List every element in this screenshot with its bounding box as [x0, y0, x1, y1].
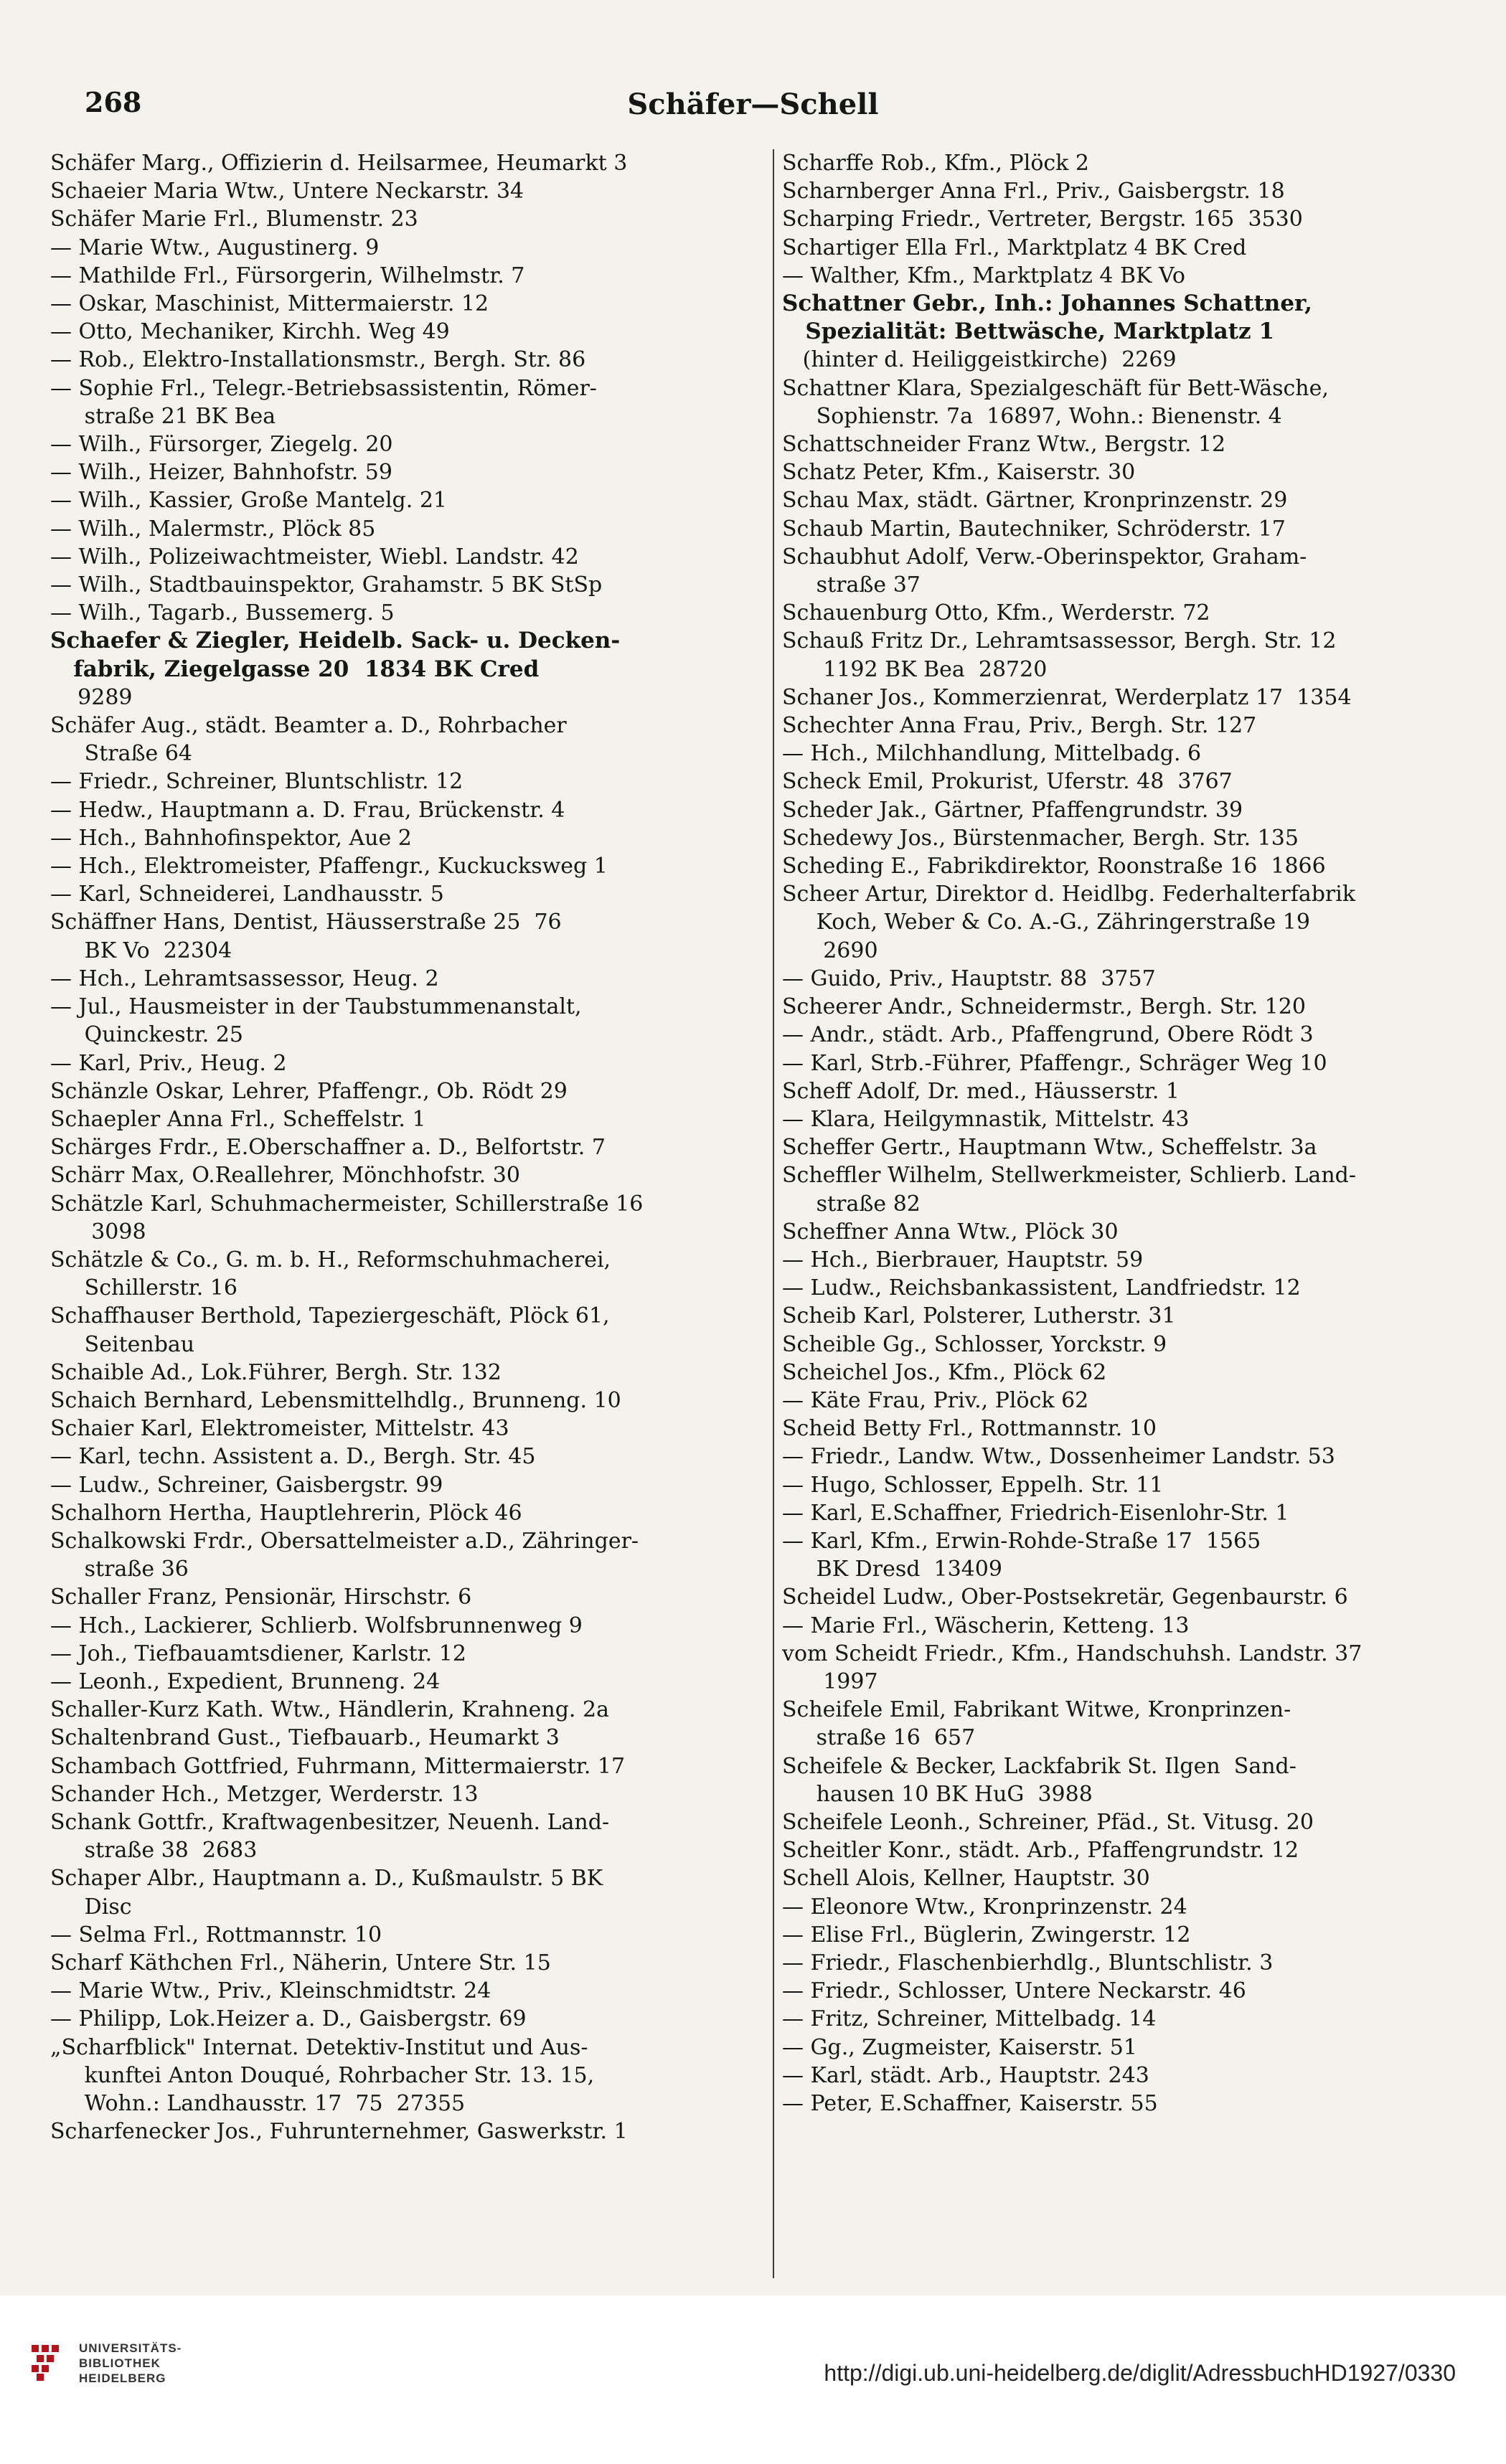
directory-entry: Wohn.: Landhausstr. 17 75 27355: [50, 2091, 466, 2117]
directory-entry: — Karl, Priv., Heug. 2: [50, 1050, 287, 1076]
directory-entry: Scheffer Gertr., Hauptmann Wtw., Scheffelstr. 3a: [782, 1135, 1317, 1161]
directory-entry: Scheifele Leonh., Schreiner, Pfäd., St. Vitusg. 20: [782, 1809, 1314, 1835]
directory-entry: — Hch., Elektromeister, Pfaffengr., Kuckucksweg 1: [50, 854, 608, 879]
running-head: Schäfer—Schell: [627, 88, 879, 121]
directory-entry: — Wilh., Polizeiwachtmeister, Wiebl. Landstr. 42: [50, 544, 579, 570]
page-header: [0, 80, 1506, 131]
directory-entry: — Wilh., Stadtbauinspektor, Grahamstr. 5 BK StSp: [50, 572, 603, 598]
directory-entry: — Wilh., Tagarb., Bussemerg. 5: [50, 600, 395, 626]
directory-entry: — Käte Frau, Priv., Plöck 62: [782, 1387, 1089, 1413]
directory-entry: straße 37: [782, 572, 921, 598]
directory-entry: 1997: [782, 1668, 878, 1694]
directory-entry: — Friedr., Schreiner, Bluntschlistr. 12: [50, 769, 463, 795]
directory-entry: — Ludw., Reichsbankassistent, Landfriedstr. 12: [782, 1275, 1301, 1301]
directory-entry: — Wilh., Heizer, Bahnhofstr. 59: [50, 460, 392, 486]
directory-entry: Schedewy Jos., Bürstenmacher, Bergh. Str. 135: [782, 825, 1299, 851]
directory-entry: Scheffner Anna Wtw., Plöck 30: [782, 1219, 1119, 1245]
directory-entry: 1192 BK Bea 28720: [782, 656, 1048, 682]
directory-entry: Scharping Friedr., Vertreter, Bergstr. 165 3530: [782, 207, 1303, 232]
directory-entry: Schaub Martin, Bautechniker, Schröderstr. 17: [782, 516, 1286, 542]
directory-entry: straße 21 BK Bea: [50, 403, 276, 429]
directory-entry: Schätzle & Co., G. m. b. H., Reformschuhmacherei,: [50, 1247, 611, 1273]
directory-entry: — Rob., Elektro-Installationsmstr., Bergh. Str. 86: [50, 347, 586, 373]
directory-entry: — Karl, techn. Assistent a. D., Bergh. Str. 45: [50, 1444, 536, 1470]
directory-entry: — Sophie Frl., Telegr.-Betriebsassistentin, Römer-: [50, 375, 597, 401]
directory-entry: — Marie Wtw., Augustinerg. 9: [50, 235, 380, 260]
directory-entry: — Friedr., Landw. Wtw., Dossenheimer Landstr. 53: [782, 1444, 1335, 1470]
directory-entry: — Elise Frl., Büglerin, Zwingerstr. 12: [782, 1922, 1191, 1948]
directory-entry: Schänzle Oskar, Lehrer, Pfaffengr., Ob. Rödt 29: [50, 1078, 568, 1104]
directory-entry: — Karl, Schneiderei, Landhausstr. 5: [50, 882, 444, 907]
directory-entry: Schechter Anna Frau, Priv., Bergh. Str. 127: [782, 713, 1257, 739]
directory-entry: Schau Max, städt. Gärtner, Kronprinzenstr. 29: [782, 488, 1288, 514]
directory-entry: Schäfer Aug., städt. Beamter a. D., Rohrbacher: [50, 713, 567, 739]
directory-entry: — Hedw., Hauptmann a. D. Frau, Brückenstr. 4: [50, 797, 565, 823]
directory-entry: — Marie Wtw., Priv., Kleinschmidtstr. 24: [50, 1978, 491, 2004]
directory-entry: Scheib Karl, Polsterer, Lutherstr. 31: [782, 1303, 1176, 1329]
directory-entry: 2690: [782, 938, 878, 963]
directory-entry: — Walther, Kfm., Marktplatz 4 BK Vo: [782, 263, 1185, 288]
directory-entry: Schander Hch., Metzger, Werderstr. 13: [50, 1781, 479, 1807]
directory-entry: Scharffe Rob., Kfm., Plöck 2: [782, 151, 1089, 176]
directory-entry: Schillerstr. 16: [50, 1275, 237, 1301]
directory-entry: Schärges Frdr., E.Oberschaffner a. D., Belfortstr. 7: [50, 1135, 606, 1161]
directory-entry: 9289: [50, 684, 133, 710]
directory-entry: — Joh., Tiefbauamtsdiener, Karlstr. 12: [50, 1641, 466, 1666]
directory-entry: vom Scheidt Friedr., Kfm., Handschuhsh. Landstr. 37: [782, 1641, 1363, 1666]
directory-entry: Schartiger Ella Frl., Marktplatz 4 BK Cred: [782, 235, 1247, 260]
directory-entry: — Eleonore Wtw., Kronprinzenstr. 24: [782, 1894, 1187, 1920]
directory-entry: Straße 64: [50, 741, 193, 767]
directory-entry: — Hch., Milchhandlung, Mittelbadg. 6: [782, 741, 1202, 767]
source-url[interactable]: http://digi.ub.uni-heidelberg.de/diglit/AdressbuchHD1927/0330: [824, 2360, 1456, 2386]
directory-entry: Schalkowski Frdr., Obersattelmeister a.D., Zähringer-: [50, 1528, 639, 1554]
directory-entry: Schattner Gebr., Inh.: Johannes Schattner,: [782, 291, 1312, 317]
directory-entry: — Friedr., Schlosser, Untere Neckarstr. 46: [782, 1978, 1246, 2004]
left-column: [50, 149, 740, 2146]
directory-entry: BK Dresd 13409: [782, 1557, 1002, 1582]
directory-entry: — Karl, Strb.-Führer, Pfaffengr., Schräger Weg 10: [782, 1050, 1327, 1076]
directory-entry: Spezialität: Bettwäsche, Marktplatz 1: [782, 318, 1275, 345]
directory-entry: — Gg., Zugmeister, Kaiserstr. 51: [782, 2034, 1137, 2060]
directory-entry: Schaper Albr., Hauptmann a. D., Kußmaulstr. 5 BK: [50, 1866, 603, 1892]
right-column: [782, 149, 1467, 2118]
directory-entry: Schäfer Marg., Offizierin d. Heilsarmee, Heumarkt 3: [50, 151, 628, 176]
directory-entry: Schatz Peter, Kfm., Kaiserstr. 30: [782, 460, 1136, 486]
directory-entry: — Guido, Priv., Hauptstr. 88 3757: [782, 966, 1156, 991]
directory-entry: — Hch., Lehramtsassessor, Heug. 2: [50, 966, 439, 991]
directory-entry: — Klara, Heilgymnastik, Mittelstr. 43: [782, 1106, 1190, 1132]
logo-line-1: UNIVERSITÄTS-: [79, 2341, 182, 2355]
directory-entry: — Fritz, Schreiner, Mittelbadg. 14: [782, 2006, 1157, 2032]
directory-entry: Scheidel Ludw., Ober-Postsekretär, Gegenbaurstr. 6: [782, 1585, 1348, 1610]
directory-entry: Schambach Gottfried, Fuhrmann, Mittermaierstr. 17: [50, 1753, 626, 1779]
directory-entry: Schaefer & Ziegler, Heidelb. Sack- u. Decken-: [50, 628, 621, 654]
directory-entry: — Karl, E.Schaffner, Friedrich-Eisenlohr-Str. 1: [782, 1500, 1289, 1526]
directory-entry: Quinckestr. 25: [50, 1022, 243, 1048]
directory-entry: Sophienstr. 7a 16897, Wohn.: Bienenstr. 4: [782, 403, 1282, 429]
directory-entry: — Hch., Bierbrauer, Hauptstr. 59: [782, 1247, 1144, 1273]
directory-entry: — Leonh., Expedient, Brunneng. 24: [50, 1668, 441, 1694]
directory-entry: Schaffhauser Berthold, Tapeziergeschäft, Plöck 61,: [50, 1303, 610, 1329]
directory-entry: (hinter d. Heiliggeistkirche) 2269: [782, 347, 1177, 373]
directory-entry: Schärr Max, O.Reallehrer, Mönchhofstr. 30: [50, 1163, 520, 1189]
directory-entry: kunftei Anton Douqué, Rohrbacher Str. 13. 15,: [50, 2062, 595, 2088]
directory-entry: Schaller-Kurz Kath. Wtw., Händlerin, Krahneng. 2a: [50, 1697, 609, 1723]
directory-entry: Schaeier Maria Wtw., Untere Neckarstr. 34: [50, 179, 524, 204]
directory-entry: Schaier Karl, Elektromeister, Mittelstr. 43: [50, 1416, 509, 1442]
directory-entry: Scharnberger Anna Frl., Priv., Gaisbergstr. 18: [782, 179, 1285, 204]
directory-entry: Scheerer Andr., Schneidermstr., Bergh. Str. 120: [782, 994, 1306, 1020]
directory-entry: straße 38 2683: [50, 1838, 258, 1864]
directory-entry: 3098: [50, 1219, 146, 1245]
directory-entry: Schattner Klara, Spezialgeschäft für Bett-Wäsche,: [782, 375, 1329, 401]
directory-entry: — Wilh., Malermstr., Plöck 85: [50, 516, 376, 542]
directory-entry: Scheichel Jos., Kfm., Plöck 62: [782, 1359, 1107, 1385]
library-logo: [29, 2335, 265, 2435]
directory-entry: — Peter, E.Schaffner, Kaiserstr. 55: [782, 2091, 1158, 2117]
directory-entry: — Ludw., Schreiner, Gaisbergstr. 99: [50, 1472, 443, 1498]
directory-entry: Scharfenecker Jos., Fuhrunternehmer, Gaswerkstr. 1: [50, 2119, 628, 2145]
directory-entry: Schätzle Karl, Schuhmachermeister, Schillerstraße 16: [50, 1191, 644, 1217]
directory-entry: Schaltenbrand Gust., Tiefbauarb., Heumarkt 3: [50, 1725, 560, 1751]
directory-entry: Schalhorn Hertha, Hauptlehrerin, Plöck 46: [50, 1500, 522, 1526]
directory-entry: — Karl, städt. Arb., Hauptstr. 243: [782, 2062, 1149, 2088]
directory-entry: Schaible Ad., Lok.Führer, Bergh. Str. 132: [50, 1359, 502, 1385]
directory-entry: — Otto, Mechaniker, Kirchh. Weg 49: [50, 319, 450, 345]
directory-entry: Scheifele & Becker, Lackfabrik St. Ilgen Sand-: [782, 1753, 1296, 1779]
directory-entry: Scheid Betty Frl., Rottmannstr. 10: [782, 1416, 1157, 1442]
logo-line-3: HEIDELBERG: [79, 2371, 166, 2385]
directory-entry: — Wilh., Kassier, Große Mantelg. 21: [50, 488, 447, 514]
directory-entry: — Jul., Hausmeister in der Taubstummenanstalt,: [50, 994, 582, 1020]
directory-entry: „Scharfblick" Internat. Detektiv-Institut und Aus-: [50, 2034, 588, 2060]
directory-entry: hausen 10 BK HuG 3988: [782, 1781, 1093, 1807]
directory-entry: Scheder Jak., Gärtner, Pfaffengrundstr. 39: [782, 797, 1243, 823]
directory-entry: — Philipp, Lok.Heizer a. D., Gaisbergstr. 69: [50, 2006, 527, 2032]
directory-entry: — Andr., städt. Arb., Pfaffengrund, Obere Rödt 3: [782, 1022, 1314, 1048]
directory-entry: Scheff Adolf, Dr. med., Häusserstr. 1: [782, 1078, 1180, 1104]
directory-entry: — Friedr., Flaschenbierhdlg., Bluntschlistr. 3: [782, 1950, 1274, 1976]
directory-entry: Scheer Artur, Direktor d. Heidlbg. Federhalterfabrik: [782, 882, 1356, 907]
page-number: 268: [85, 86, 142, 118]
directory-entry: BK Vo 22304: [50, 938, 232, 963]
directory-entry: — Hch., Lackierer, Schlierb. Wolfsbrunnenweg 9: [50, 1613, 583, 1638]
directory-entry: Scheitler Konr., städt. Arb., Pfaffengrundstr. 12: [782, 1838, 1299, 1864]
directory-entry: — Selma Frl., Rottmannstr. 10: [50, 1922, 382, 1948]
directory-entry: straße 36: [50, 1557, 189, 1582]
directory-entry: Schäffner Hans, Dentist, Häusserstraße 25 76: [50, 910, 562, 935]
library-logo-icon: [29, 2342, 69, 2382]
directory-entry: Schauß Fritz Dr., Lehramtsassessor, Bergh. Str. 12: [782, 628, 1337, 654]
directory-entry: Schaner Jos., Kommerzienrat, Werderplatz 17 1354: [782, 684, 1352, 710]
directory-entry: Scheffler Wilhelm, Stellwerkmeister, Schlierb. Land-: [782, 1163, 1356, 1189]
directory-entry: — Wilh., Fürsorger, Ziegelg. 20: [50, 432, 393, 458]
directory-entry: Scheible Gg., Schlosser, Yorckstr. 9: [782, 1331, 1167, 1357]
directory-entry: — Marie Frl., Wäscherin, Ketteng. 13: [782, 1613, 1190, 1638]
directory-entry: straße 82: [782, 1191, 921, 1217]
logo-line-2: BIBLIOTHEK: [79, 2356, 161, 2370]
directory-entry: Schaubhut Adolf, Verw.-Oberinspektor, Graham-: [782, 544, 1307, 570]
directory-entry: — Hugo, Schlosser, Eppelh. Str. 11: [782, 1472, 1164, 1498]
directory-entry: Schauenburg Otto, Kfm., Werderstr. 72: [782, 600, 1210, 626]
directory-entry: Schaller Franz, Pensionär, Hirschstr. 6: [50, 1585, 472, 1610]
directory-entry: Koch, Weber & Co. A.-G., Zähringerstraße 19: [782, 910, 1310, 935]
directory-entry: Schattschneider Franz Wtw., Bergstr. 12: [782, 432, 1226, 458]
directory-entry: straße 16 657: [782, 1725, 976, 1751]
directory-entry: Scheding E., Fabrikdirektor, Roonstraße 16 1866: [782, 854, 1326, 879]
directory-entry: Schell Alois, Kellner, Hauptstr. 30: [782, 1866, 1150, 1892]
directory-entry: Scheck Emil, Prokurist, Uferstr. 48 3767: [782, 769, 1233, 795]
directory-entry: Disc: [50, 1894, 132, 1920]
directory-entry: — Mathilde Frl., Fürsorgerin, Wilhelmstr. 7: [50, 263, 525, 288]
directory-entry: Scheifele Emil, Fabrikant Witwe, Kronprinzen-: [782, 1697, 1291, 1723]
directory-entry: Schaich Bernhard, Lebensmittelhdlg., Brunneng. 10: [50, 1387, 621, 1413]
directory-entry: Scharf Käthchen Frl., Näherin, Untere Str. 15: [50, 1950, 551, 1976]
directory-entry: Schank Gottfr., Kraftwagenbesitzer, Neuenh. Land-: [50, 1809, 610, 1835]
footer: [0, 2295, 1506, 2464]
directory-entry: — Hch., Bahnhofinspektor, Aue 2: [50, 825, 412, 851]
directory-entry: fabrik, Ziegelgasse 20 1834 BK Cred: [50, 656, 540, 682]
directory-entry: Schaepler Anna Frl., Scheffelstr. 1: [50, 1106, 426, 1132]
directory-entry: — Oskar, Maschinist, Mittermaierstr. 12: [50, 291, 489, 317]
column-divider: [773, 149, 774, 2278]
directory-entry: — Karl, Kfm., Erwin-Rohde-Straße 17 1565: [782, 1528, 1261, 1554]
directory-entry: Schäfer Marie Frl., Blumenstr. 23: [50, 207, 418, 232]
directory-entry: Seitenbau: [50, 1331, 195, 1357]
